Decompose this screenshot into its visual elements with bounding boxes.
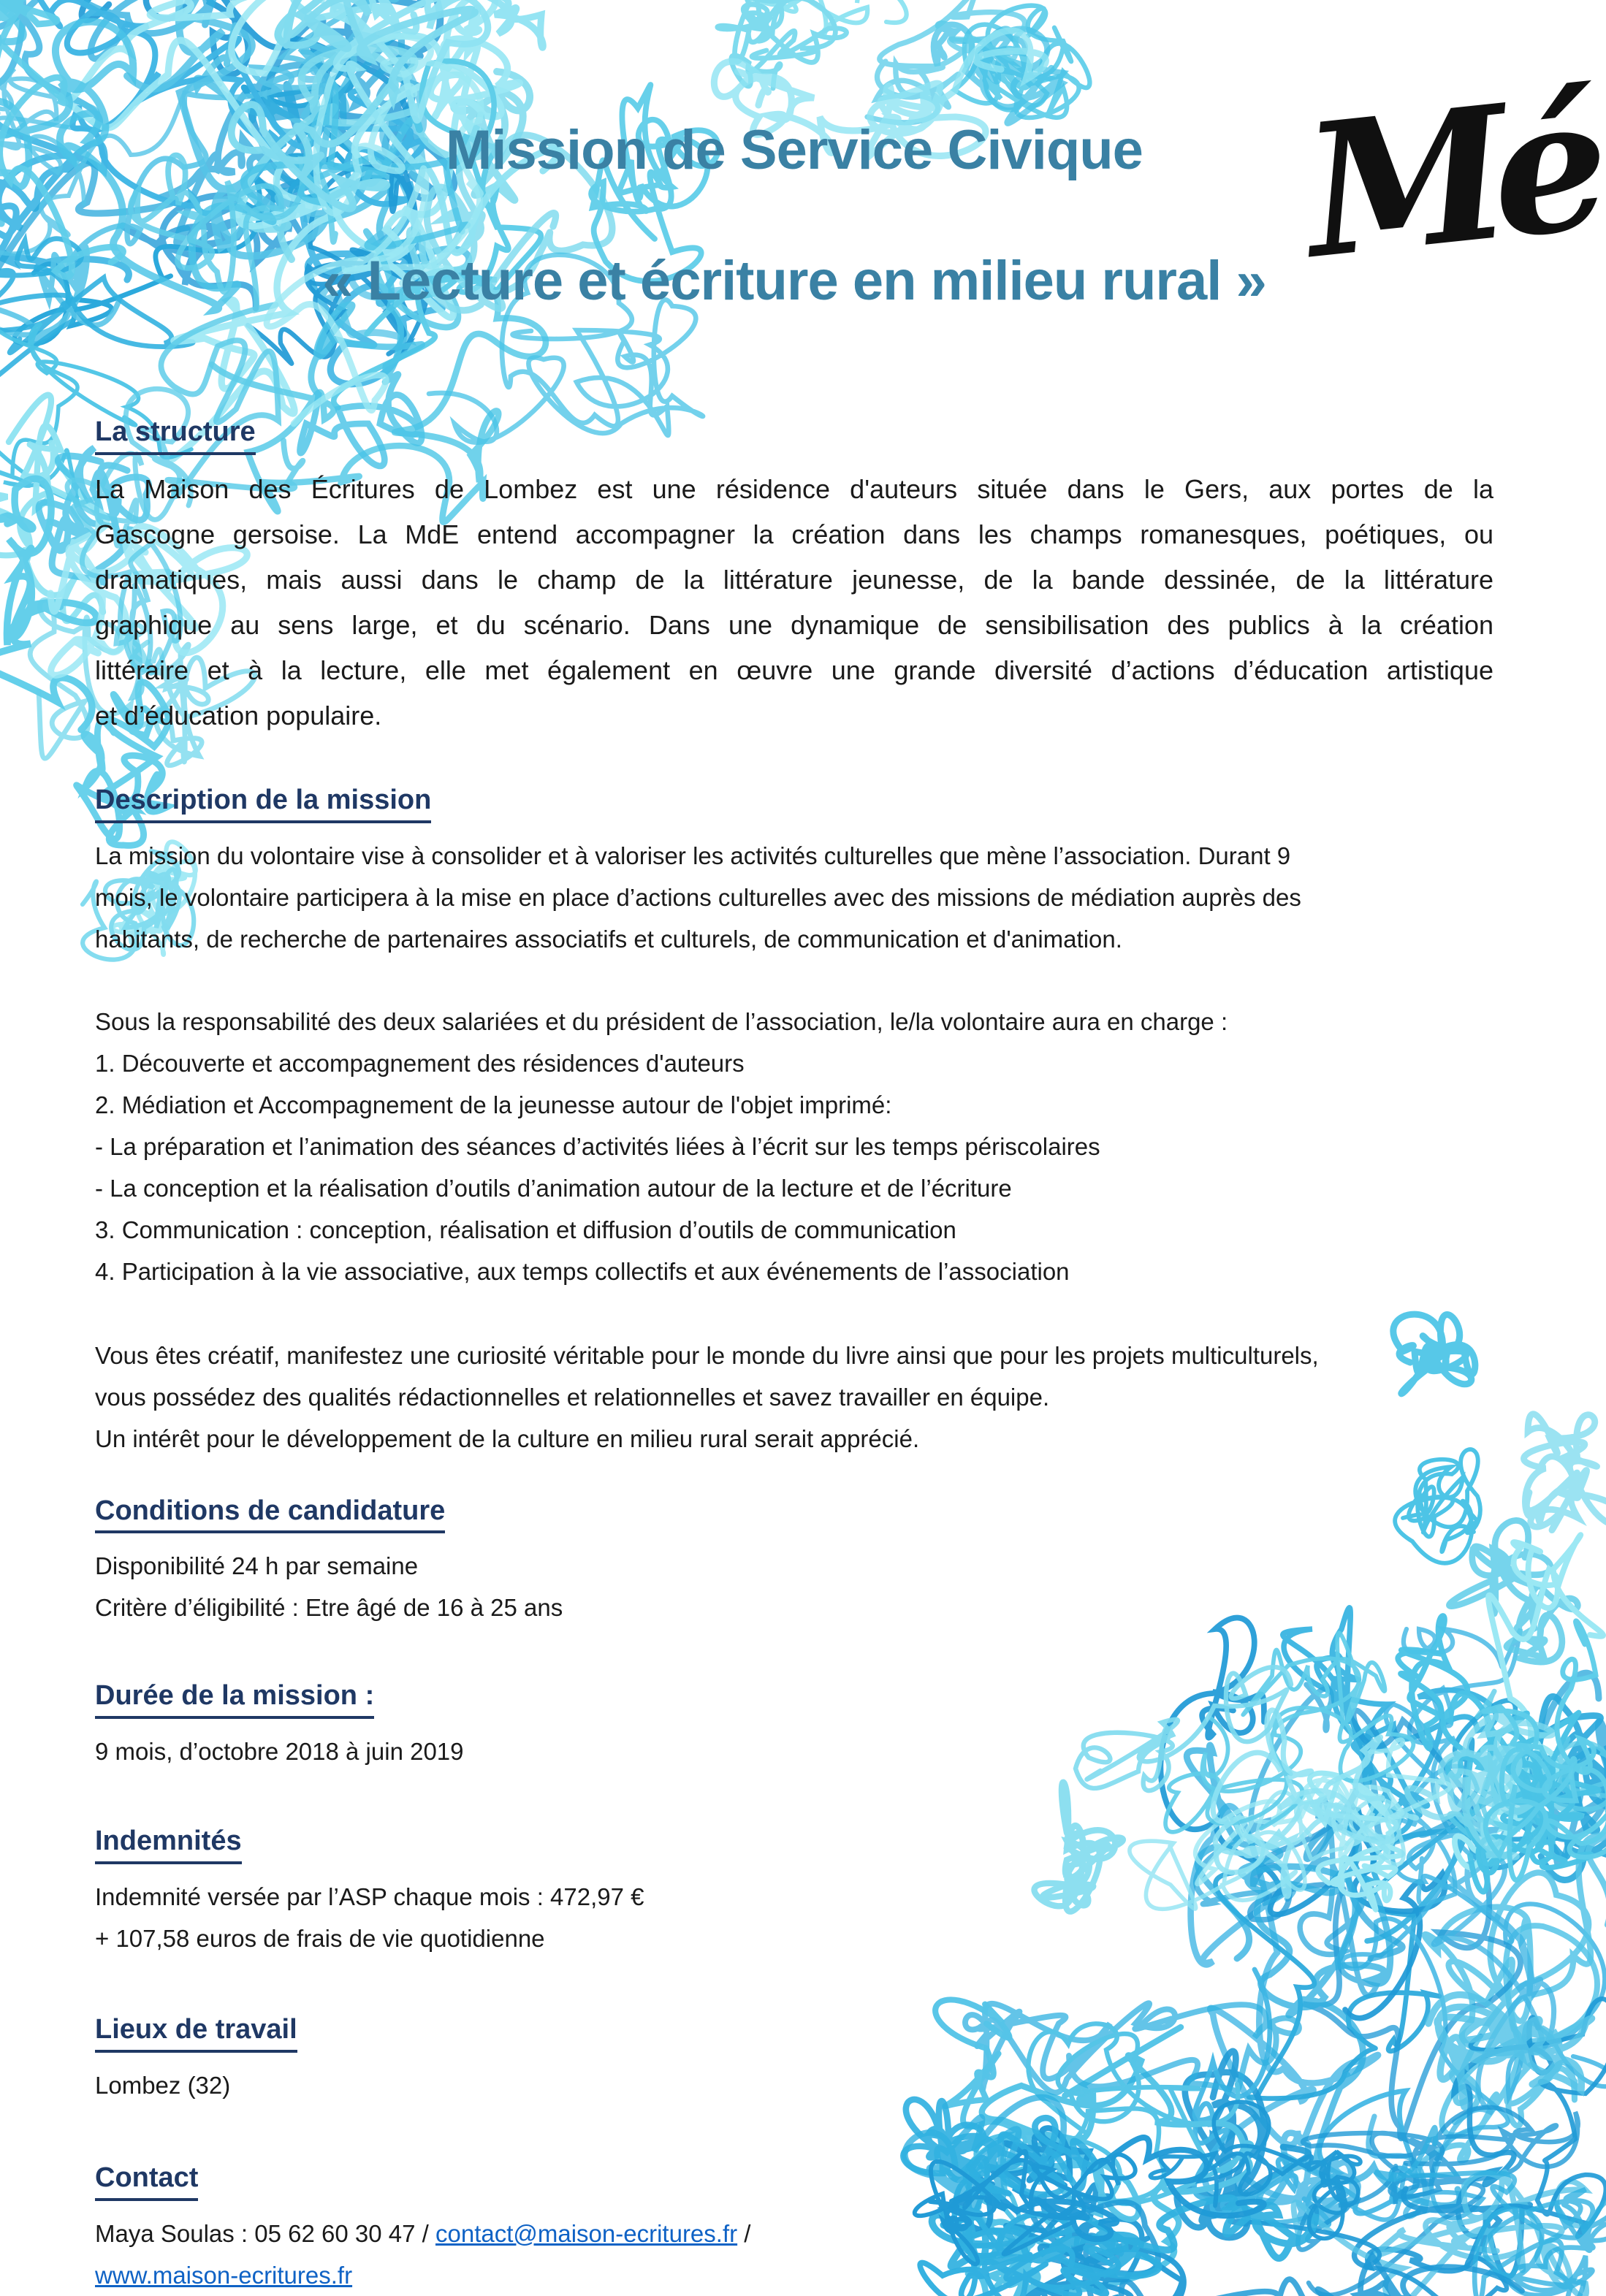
text-line: Disponibilité 24 h par semaine	[95, 1552, 419, 1580]
heading-contact: Contact	[95, 2162, 198, 2201]
text-line: Gascogne gersoise. La MdE entend accompagner la création dans les champs romanesques, poétiques, ou	[95, 519, 1493, 549]
text-line: Lombez (32)	[95, 2071, 231, 2099]
task-item: - La préparation et l’animation des séances d’activités liées à l’écrit sur les temps périscolaires	[95, 1132, 1100, 1160]
contact-name-phone: Maya Soulas : 05 62 60 30 47 /	[95, 2219, 435, 2247]
section-indemnities	[95, 1825, 1493, 1959]
text-line: littéraire et à la lecture, elle met également en œuvre une grande diversité d’actions d’éducation artistique	[95, 655, 1493, 685]
profile-line: Vous êtes créatif, manifestez une curiosité véritable pour le monde du livre ainsi que pour les projets multiculturels,	[95, 1341, 1319, 1369]
section-mission-description	[95, 784, 1493, 1460]
contact-line	[95, 2213, 1493, 2254]
task-item: 4. Participation à la vie associative, aux temps collectifs et aux événements de l’association	[95, 1257, 1070, 1285]
section-duration	[95, 1679, 1493, 1772]
section-structure	[95, 416, 1493, 739]
task-item: 1. Découverte et accompagnement des résidences d'auteurs	[95, 1049, 745, 1077]
email-link[interactable]: contact@maison-ecritures.fr	[435, 2219, 738, 2247]
text-line: habitants, de recherche de partenaires associatifs et culturels, de communication et d'animation.	[95, 925, 1122, 953]
profile-line: vous possédez des qualités rédactionnelles et relationnelles et savez travailler en équipe.	[95, 1383, 1050, 1411]
text-line: Indemnité versée par l’ASP chaque mois : 472,97 €	[95, 1883, 644, 1911]
text-line: La mission du volontaire vise à consolider et à valoriser les activités culturelles que mène l’association. Durant 9	[95, 842, 1291, 869]
section-conditions	[95, 1495, 1493, 1629]
section-contact	[95, 2162, 1493, 2296]
text-line: 9 mois, d’octobre 2018 à juin 2019	[95, 1738, 464, 1766]
heading-structure: La structure	[95, 416, 256, 455]
mde-logo-monogram: Mé	[1295, 56, 1603, 300]
contact-separator: /	[737, 2219, 751, 2247]
document-subtitle: « Lecture et écriture en milieu rural »	[322, 250, 1266, 312]
task-item: 3. Communication : conception, réalisation et diffusion d’outils de communication	[95, 1216, 956, 1243]
text-line: et d’éducation populaire.	[95, 700, 382, 731]
profile-line: Un intérêt pour le développement de la culture en milieu rural serait apprécié.	[95, 1424, 920, 1452]
responsibility-intro: Sous la responsabilité des deux salariées et du président de l’association, le/la volontaire aura en charge :	[95, 1007, 1228, 1035]
heading-mission: Description de la mission	[95, 784, 431, 823]
text-line: graphique au sens large, et du scénario. Dans une dynamique de sensibilisation des publics à la création	[95, 609, 1493, 640]
heading-workplace: Lieux de travail	[95, 2013, 297, 2053]
text-line: + 107,58 euros de frais de vie quotidienne	[95, 1925, 545, 1953]
website-link[interactable]: www.maison-ecritures.fr	[95, 2261, 353, 2289]
document-title: Mission de Service Civique	[446, 119, 1143, 181]
text-line: mois, le volontaire participera à la mise en place d’actions culturelles avec des missions de médiation auprès des	[95, 883, 1301, 911]
heading-indemnities: Indemnités	[95, 1825, 242, 1864]
heading-duration: Durée de la mission :	[95, 1679, 374, 1719]
text-line: dramatiques, mais aussi dans le champ de la littérature jeunesse, de la bande dessinée, de la littérature	[95, 564, 1493, 595]
text-line: La Maison des Écritures de Lombez est une résidence d'auteurs située dans le Gers, aux portes de la	[95, 473, 1493, 504]
task-item: 2. Médiation et Accompagnement de la jeunesse autour de l'objet imprimé:	[95, 1091, 892, 1118]
heading-conditions: Conditions de candidature	[95, 1495, 445, 1534]
task-item: - La conception et la réalisation d’outils d’animation autour de la lecture et de l’écriture	[95, 1174, 1012, 1202]
section-workplace	[95, 2013, 1493, 2106]
text-line: Critère d’éligibilité : Etre âgé de 16 à 25 ans	[95, 1594, 563, 1622]
